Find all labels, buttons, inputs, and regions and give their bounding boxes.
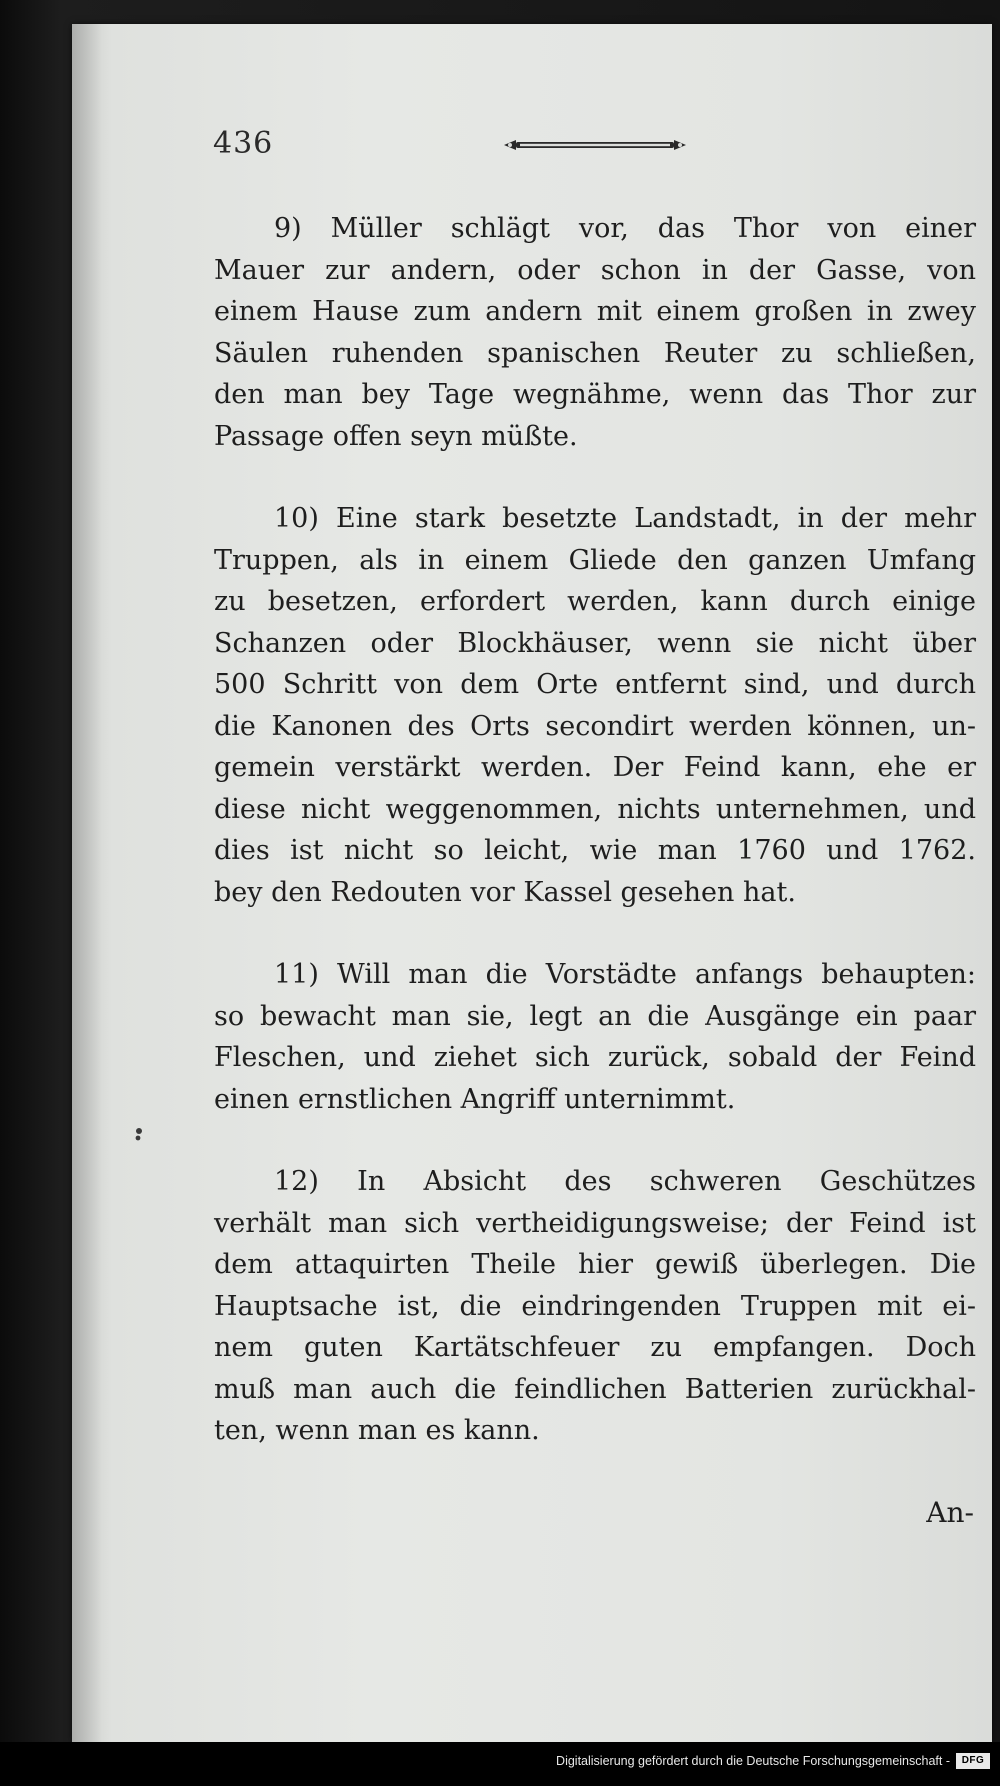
text-line: bey den Redouten vor Kassel gesehen hat. [214,876,796,908]
text-line: diese nicht weggenommen, nichts unternehmen, und [214,793,976,825]
text-line: Säulen ruhenden spanischen Reuter zu schließen, [214,337,976,369]
body-text [214,208,976,1452]
text-line: Schanzen oder Blockhäuser, wenn sie nicht über [214,627,976,659]
ink-speck [134,1126,144,1144]
paragraph-10 [214,498,976,913]
text-line: dies ist nicht so leicht, wie man 1760 und 1762. [214,835,976,866]
text-line: zu besetzen, erfordert werden, kann durch einige [214,586,976,617]
page-gutter-shadow [72,24,102,1742]
text-line: muß man auch die feindlichen Batterien zurückhal- [214,1373,976,1405]
text-line: 12) In Absicht des schweren Geschützes [274,1166,976,1197]
header-ornament [500,138,690,152]
text-line: verhält man sich vertheidigungsweise; der Feind ist [214,1207,976,1239]
page-number: 436 [213,126,274,161]
text-line: ten, wenn man es kann. [214,1415,540,1446]
text-line: Passage offen seyn müßte. [214,420,578,452]
text-line: dem attaquirten Theile hier gewiß überlegen. Die [214,1249,976,1280]
text-line: so bewacht man sie, legt an die Ausgänge ein paar [214,1000,976,1032]
text-line: einem Hause zum andern mit einem großen in zwey [214,296,976,327]
paragraph-9 [214,208,976,457]
text-line: Mauer zur andern, oder schon in der Gasse, von [214,254,976,286]
catchword: An- [926,1496,974,1529]
text-line: 500 Schritt von dem Orte entfernt sind, und durch [214,669,976,700]
digitization-footer [0,1742,1000,1786]
text-line: Truppen, als in einem Gliede den ganzen Umfang [214,544,976,576]
text-line: 11) Will man die Vorstädte anfangs behaupten: [274,959,976,990]
text-line: gemein verstärkt werden. Der Feind kann, ehe er [214,752,976,783]
dfg-logo: DFG [956,1753,990,1769]
text-line: den man bey Tage wegnähme, wenn das Thor zur [214,379,976,410]
paragraph-11 [214,954,976,1120]
text-line: die Kanonen des Orts secondirt werden können, un- [214,710,976,742]
text-line: nem guten Kartätschfeuer zu empfangen. Doch [214,1332,976,1363]
paragraph-12 [214,1161,976,1452]
text-line: 9) Müller schlägt vor, das Thor von einer [274,213,976,244]
text-line: einen ernstlichen Angriff unternimmt. [214,1083,736,1115]
text-line: Fleschen, und ziehet sich zurück, sobald der Feind [214,1042,976,1073]
text-line: Hauptsache ist, die eindringenden Truppen mit ei- [214,1290,976,1322]
text-line: 10) Eine stark besetzte Landstadt, in der mehr [274,503,976,534]
footer-credit: Digitalisierung gefördert durch die Deutsche Forschungsgemeinschaft - [556,1754,950,1768]
